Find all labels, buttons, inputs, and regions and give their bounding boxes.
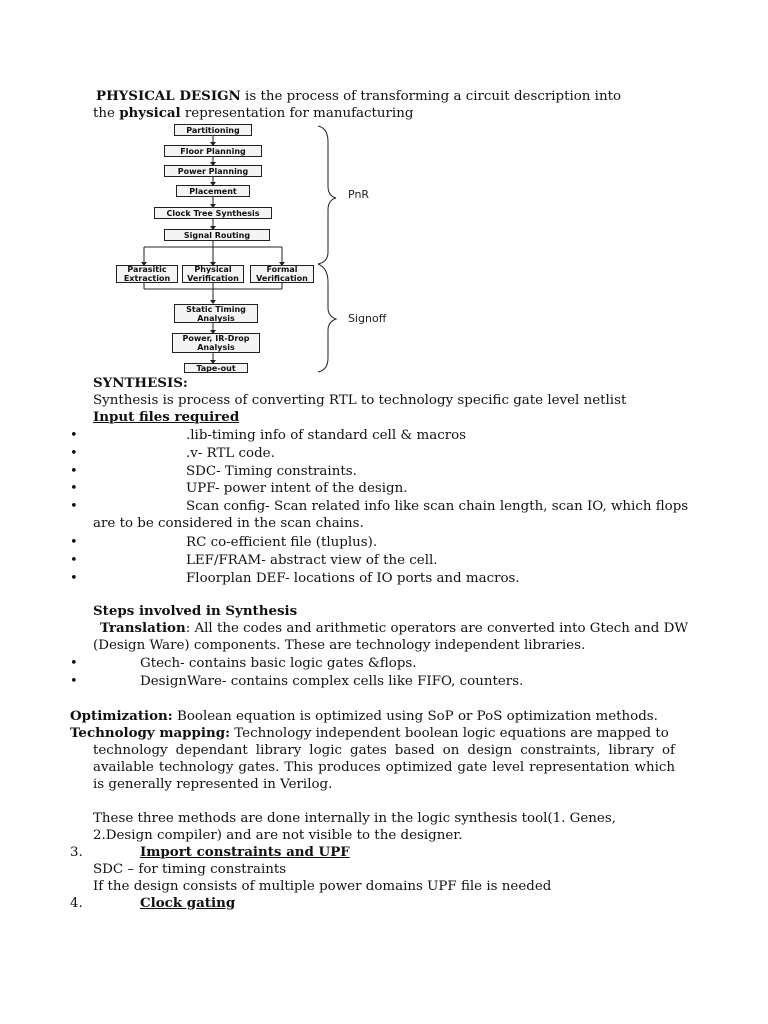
signal-routing-box [164,229,270,241]
translation-line-1 [100,620,688,637]
steps-heading: Steps involved in Synthesis [93,603,298,619]
bullet: • [70,553,78,568]
optimization-label: Optimization: [70,708,173,724]
intro-line-2-text: representation for manufacturing [180,106,414,121]
bullet: • [70,674,78,689]
signal-routing-label: Signal Routing [183,230,251,240]
sta-label-1: Static Timing [186,304,246,314]
input-files-heading: Input files required [93,409,240,425]
clock-tree-synthesis-label: Clock Tree Synthesis [166,208,260,218]
input-item-lef: LEF/FRAM- abstract view of the cell. [186,553,438,568]
physical-design-term: PHYSICAL DESIGN [96,88,241,104]
mapping-label: Technology mapping: [70,725,231,741]
section-4-heading: Clock gating [140,895,236,911]
synthesis-description: Synthesis is process of converting RTL to technology specific gate level netlist [93,393,627,408]
physical-term: physical [119,105,181,121]
placement-box [176,185,250,197]
formal-verification-label-2: Verification [256,274,308,283]
physical-verification-label-2: Verification [187,274,239,283]
placement-label: Placement [189,186,237,196]
sta-label-2: Analysis [197,313,235,323]
formal-verification-label-1: Formal [266,265,298,274]
parasitic-label-1: Parasitic [127,265,167,274]
floor-planning-label: Floor Planning [180,146,246,156]
section-3-line-2: If the design consists of multiple power domains UPF file is needed [93,879,552,894]
power-ir-drop-label-2: Analysis [197,343,235,352]
bullet: • [70,499,78,514]
input-item-lib: .lib-timing info of standard cell & macros [186,428,467,443]
input-item-upf: UPF- power intent of the design. [186,481,408,496]
intro-line-1 [96,88,621,105]
gtech-item: Gtech- contains basic logic gates &flops. [140,656,417,671]
input-item-v: .v- RTL code. [186,446,275,461]
clock-tree-synthesis-box [154,207,272,219]
synthesis-heading: SYNTHESIS: [93,375,188,391]
intro-line-2-pre: the [93,106,120,121]
designware-item: DesignWare- contains complex cells like FIFO, counters. [140,674,524,689]
mapping-paragraph: technology dependant library logic gates based on design constraints, library of available technology gates. This produces optimized gate level representation which is generally represented in Verilog. [93,743,675,792]
power-ir-drop-analysis-box [172,333,260,353]
optimization-text: Boolean equation is optimized using SoP or PoS optimization methods. [172,709,658,724]
parasitic-label-2: Extraction [123,274,171,283]
bullet: • [70,481,78,496]
intro-line-1-text: is the process of transforming a circuit description into [240,89,622,104]
tape-out-box [184,363,248,373]
translation-label: Translation [100,620,186,636]
input-item-sdc: SDC- Timing constraints. [186,464,357,479]
input-item-scan-config: Scan config- Scan related info like scan chain length, scan IO, which flops [186,499,689,514]
bullet: • [70,656,78,671]
methods-note-line-2: 2.Design compiler) and are not visible to the designer. [93,828,463,843]
power-planning-label: Power Planning [177,166,249,176]
mapping-line-1 [70,725,669,742]
physical-design-flowchart [110,122,387,376]
section-3-heading: Import constraints and UPF [140,844,350,860]
optimization-line [70,708,658,725]
power-planning-box [164,165,262,177]
section-3-line-1: SDC – for timing constraints [93,862,287,877]
mapping-text-1: Technology independent boolean logic equations are mapped to [230,726,669,741]
input-item-def: Floorplan DEF- locations of IO ports and macros. [186,571,520,586]
translation-line-2: (Design Ware) components. These are technology independent libraries. [93,638,586,653]
pnr-label: PnR [348,188,370,201]
translation-text: : All the codes and arithmetic operators are converted into Gtech and DW [185,621,689,636]
signoff-label: Signoff [348,312,387,325]
bullet: • [70,535,78,550]
section-3-number: 3. [70,845,83,860]
floor-planning-box [164,145,262,157]
input-item-rc: RC co-efficient file (tluplus). [186,535,378,550]
static-timing-analysis-box [174,304,258,323]
partitioning-box [174,124,252,136]
bullet: • [70,428,78,443]
methods-note-line-1: These three methods are done internally in the logic synthesis tool(1. Genes, [93,811,616,826]
partitioning-label: Partitioning [186,125,240,135]
tape-out-label: Tape-out [196,363,236,373]
parasitic-extraction-box [116,265,178,283]
intro-line-2 [93,105,413,122]
input-item-scan-config-cont: are to be considered in the scan chains. [93,516,364,531]
bullet: • [70,464,78,479]
physical-verification-box [182,265,244,283]
bullet: • [70,571,78,586]
section-4-number: 4. [70,896,83,911]
formal-verification-box [250,265,314,283]
physical-verification-label-1: Physical [194,265,232,274]
bullet: • [70,446,78,461]
power-ir-drop-label-1: Power, IR-Drop [182,334,250,343]
